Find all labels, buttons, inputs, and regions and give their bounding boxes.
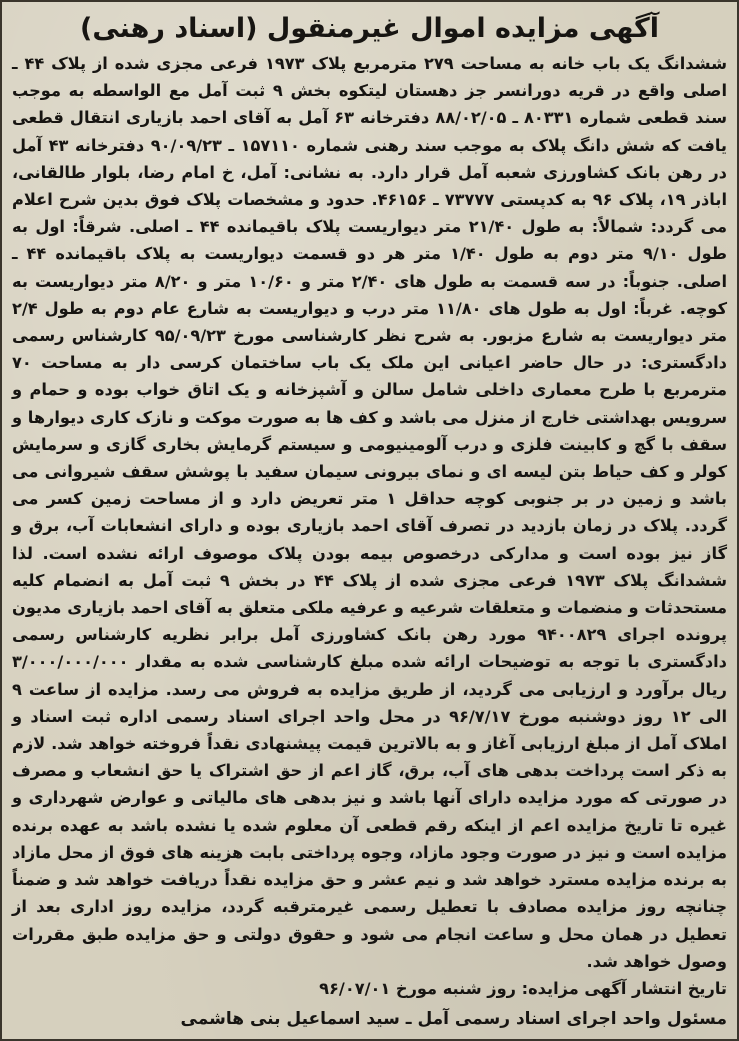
notice-body bbox=[12, 50, 727, 975]
notice-title: آگهی مزایده اموال غیرمنقول (اسناد رهنی) bbox=[79, 13, 659, 44]
publish-date: تاریخ انتشار آگهی مزایده: روز شنبه مورخ ۹۶/۰۷/۰۱ bbox=[319, 978, 727, 998]
notice-body-text: ششدانگ یک باب خانه به مساحت ۲۷۹ مترمربع پلاک ۱۹۷۳ فرعی مجزی شده از پلاک ۴۴ ـ اصلی واقع در قریه دورانسر جز دهستان لیتکوه بخش ۹ ثبت آمل مع الواسطه به موجب سند قطعی شماره ۸۰۳۳۱ ـ ۸۸/۰۲/۰۵ دفترخانه ۶۳ آمل به آقای احمد بازیاری انتقال قطعی یافت که شش دانگ پلاک به موجب سند رهنی شماره ۱۵۷۱۱۰ ـ ۹۰/۰۹/۲۳ دفترخانه ۴۳ آمل در رهن بانک کشاورزی شعبه آمل قرار دارد. به نشانی: آمل، خ امام رضا، بلوار طالقانی، اباذر ۱۹، پلاک ۹۶ به کدپستی ۷۳۷۷۷ ـ ۴۶۱۵۶. حدود و مشخصات پلاک فوق بدین شرح اعلام می گردد: شمالاً: به طول ۲۱/۴۰ متر دیواریست پلاک باقیمانده ۴۴ ـ اصلی. شرقاً: اول به طول ۹/۱۰ متر دوم به طول ۱/۴۰ متر هر دو قسمت دیواریست به پلاک باقیمانده ۴۴ ـ اصلی. جنوباً: در سه قسمت به طول های ۲/۴۰ متر و ۱۰/۶۰ متر و ۸/۲۰ متر دیواریست به کوچه. غرباً: اول به طول های ۱۱/۸۰ متر درب و دیواریست به شارع عام دوم به طول ۲/۴ متر دیواریست به شارع مزبور. به شرح نظر کارشناسی مورخ ۹۵/۰۹/۲۳ کارشناس رسمی دادگستری: در حال حاضر اعیانی این ملک یک باب ساختمان کرسی دار به مساحت ۷۰ مترمربع با طرح معماری داخلی شامل سالن و آشپزخانه و یک اتاق خواب بوده و حمام و سرویس بهداشتی خارج از منزل می باشد و کف ها به صورت موکت و نازک کاری دیوارها و سقف با گچ و کابینت فلزی و درب آلومینیومی و سیستم گرمایش بخاری گازی و سرمایش کولر و کف حیاط بتن لیسه ای و نمای بیرونی سیمان سفید با پوشش سقف شیروانی می باشد و زمین در بر جنوبی کوچه حداقل ۱ متر تعریض دارد و از مساحت زمین کسر می گردد. پلاک در زمان بازدید در تصرف آقای احمد بازیاری بوده و دارای انشعابات آب، برق و گاز نیز بوده است و مدارکی درخصوص بیمه بودن پلاک موصوف ارائه نشده است. لذا ششدانگ پلاک ۱۹۷۳ فرعی مجزی شده از پلاک ۴۴ در بخش ۹ ثبت آمل به انضمام کلیه مستحدثات و منضمات و متعلقات شرعیه و عرفیه ملکی متعلق به آقای احمد بازیاری مدیون پرونده اجرای ۹۴۰۰۸۲۹ مورد رهن بانک کشاورزی آمل برابر نظریه کارشناس رسمی دادگستری با توجه به توضیحات ارائه شده مبلغ کارشناسی شده به مقدار ۳/۰۰۰/۰۰۰/۰۰۰ ریال برآورد و ارزیابی می گردید، از طریق مزایده به فروش می رسد. مزایده از ساعت ۹ الی ۱۲ روز دوشنبه مورخ ۹۶/۷/۱۷ در محل واحد اجرای اسناد رسمی اداره ثبت اسناد و املاک آمل از مبلغ ارزیابی آغاز و به بالاترین قیمت پیشنهادی نقداً فروخته خواهد شد. لازم به ذکر است پرداخت بدهی های آب، برق، گاز اعم از حق اشتراک یا حق انشعاب و مصرف در صورتی که مورد مزایده دارای آنها باشد و نیز بدهی های مالیاتی و عوارض شهرداری و غیره تا تاریخ مزایده اعم از اینکه رقم قطعی آن معلوم شده یا نشده باشد به عهده برنده مزایده است و نیز در صورت وجود مازاد، وجوه پرداختی بابت هزینه های فوق از محل مازاد به برنده مزایده مسترد خواهد شد و نیم عشر و حق مزایده نقداً دریافت خواهد شد و ضمناً چنانچه روز مزایده مصادف با تعطیل رسمی غیرمترقبه گردد، مزایده روز اداری بعد از تعطیل در همان محل و ساعت انجام می شود و حقوق دولتی و حق مزایده طبق مقررات وصول خواهد شد. bbox=[12, 54, 728, 971]
notice-container bbox=[12, 8, 727, 1033]
signature-line: مسئول واحد اجرای اسناد رسمی آمل ـ سید اسماعیل بنی هاشمی bbox=[180, 1008, 727, 1029]
